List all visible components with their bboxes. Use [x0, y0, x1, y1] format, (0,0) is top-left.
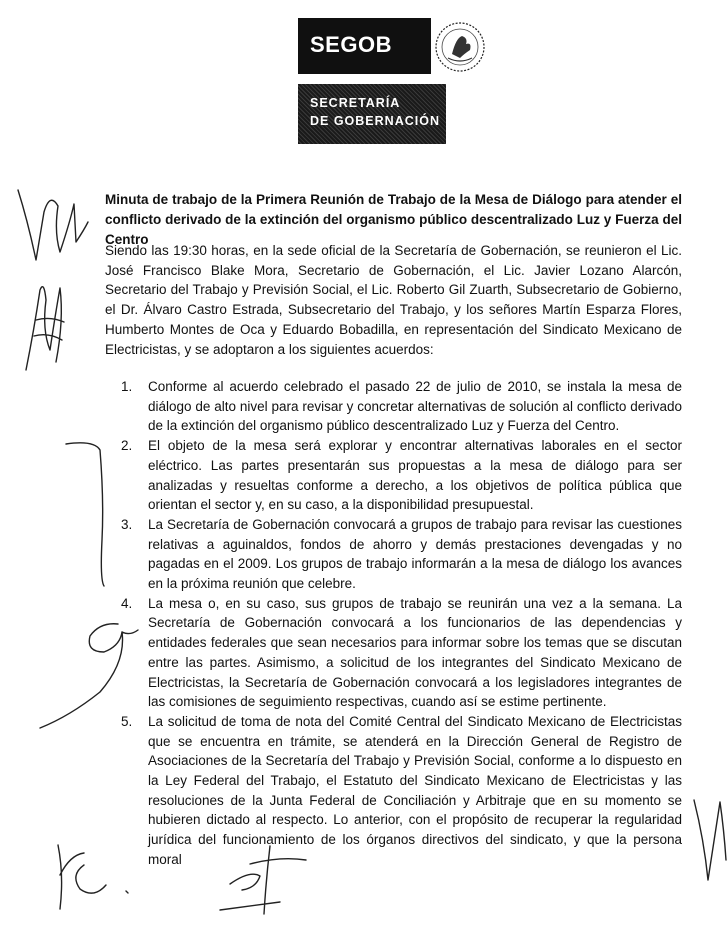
logo-line-gobernacion: DE GOBERNACIÓN — [310, 114, 440, 128]
agreement-item — [121, 515, 682, 594]
logo-line-secretaria: SECRETARÍA — [310, 96, 401, 110]
agreement-text: La mesa o, en su caso, sus grupos de trabajo se reunirán una vez a la semana. La Secretaría de Gobernación convocará a los funcionarios de las dependencias y entidades federales que sean necesarios para informar sobre los temas que se discutan entre las partes. Asimismo, a solicitud de los integrantes del Sindicato Mexicano de Electricistas, la Secretaría de Gobernación convocará a los legisladores integrantes de las comisiones de seguimiento respectivas, cuando así se estime pertinente. — [148, 595, 682, 710]
agreement-number: 1. — [121, 379, 133, 394]
margin-initials-3 — [60, 440, 110, 590]
agreement-text: La solicitud de toma de nota del Comité Central del Sindicato Mexicano de Electricistas que se encuentra en trámite, se atenderá en la Dirección General de Registro de Asociaciones de la Secretaría del Trabajo y Previsión Social, conforme a lo dispuesto en la Ley Federal del Trabajo, el Estatuto del Sindicato Mexicano de Electricistas y las resoluciones de la Junta Federal de Conciliación y Arbitraje que en su momento se hubieren dictado al respecto. Lo anterior, con el propósito de recuperar la regularidad jurídica del funcionamiento de los órganos directivos del sindicato, y que la persona moral — [148, 713, 682, 867]
margin-initials-1 — [14, 182, 94, 272]
agreement-number: 4. — [121, 595, 133, 611]
agreement-item — [121, 436, 682, 515]
document-title: Minuta de trabajo de la Primera Reunión de Trabajo de la Mesa de Diálogo para atender el conflicto derivado de la extinción del organismo público descentralizado Luz y Fuerza del Centro — [105, 192, 682, 247]
bottom-signature-2 — [210, 840, 320, 920]
eagle-seal-icon — [432, 20, 488, 74]
margin-initials-4 — [30, 612, 150, 732]
logo-wordmark: SEGOB — [310, 32, 392, 57]
agreement-item — [121, 377, 682, 436]
agreement-text: La Secretaría de Gobernación convocará a grupos de trabajo para revisar las cuestiones relativas a aguinaldos, fondos de ahorro y demás prestaciones devengadas y no pagadas en el 2009. Los grupos de trabajo informarán a la mesa de diálogo los avances en la próxima reunión que celebre. — [148, 516, 682, 592]
bottom-initials-1 — [40, 835, 140, 915]
agreement-number: 3. — [121, 516, 133, 532]
agreement-text: Conforme al acuerdo celebrado el pasado 22 de julio de 2010, se instala la mesa de diálogo de alto nivel para revisar y concretar alternativas de solución al conflicto derivado de la extinción del organismo público descentralizado Luz y Fuerza del Centro. — [148, 379, 682, 434]
segob-logo — [298, 18, 488, 144]
agreement-text: El objeto de la mesa será explorar y encontrar alternativas laborales en el sector eléctrico. Las partes presentarán sus propuestas a la mesa de diálogo para ser analizadas y resueltas conforme a derecho, a los objetivos de política pública que orientan el sector y, en su caso, a la disponibilidad presupuestal. — [148, 438, 682, 513]
agreement-item — [121, 594, 682, 712]
logo-black-block — [298, 18, 431, 74]
agreement-number: 5. — [121, 713, 133, 729]
intro-paragraph: Siendo las 19:30 horas, en la sede oficial de la Secretaría de Gobernación, se reunieron el Lic. José Francisco Blake Mora, Secretario de Gobernación, el Lic. Javier Lozano Alarcón, Secretario del Trabajo y Previsión Social, el Lic. Roberto Gil Zuarth, Subsecretario de Gobierno, el Dr. Álvaro Castro Estrada, Subsecretario del Trabajo, y los señores Martín Esparza Flores, Humberto Montes de Oca y Eduardo Bobadilla, en representación del Sindicato Mexicano de Electricistas, y se adoptaron a los siguientes acuerdos: — [105, 243, 682, 357]
margin-initials-2 — [16, 270, 76, 380]
agreements-list — [121, 377, 682, 870]
logo-gray-block — [298, 84, 446, 144]
bottom-right-initials — [690, 790, 728, 890]
agreement-number: 2. — [121, 438, 133, 454]
